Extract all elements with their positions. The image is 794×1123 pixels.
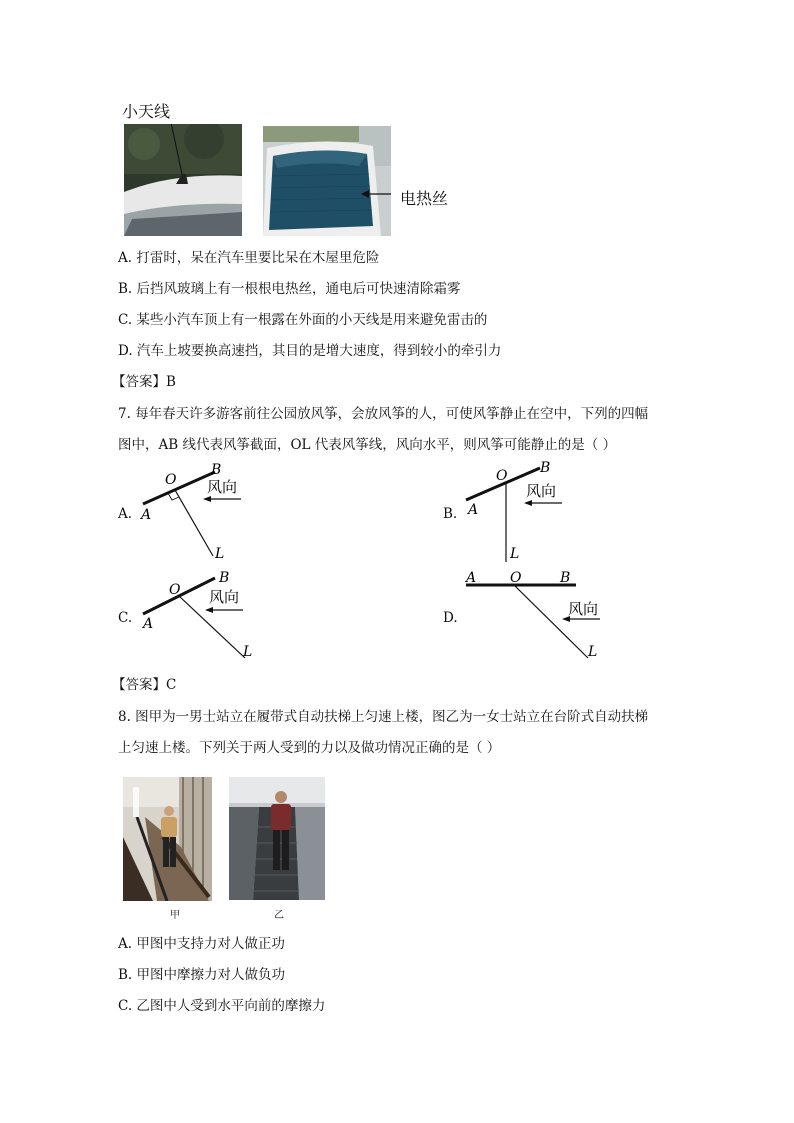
q7a-label-b: B <box>211 462 222 478</box>
q7-diagram-a <box>135 458 275 570</box>
q7b-label-l: L <box>510 546 520 562</box>
rear-window-heater-photo <box>263 126 391 236</box>
q7-diagram-c <box>135 566 275 666</box>
q8-option-c: C. 乙图中人受到水平向前的摩擦力 <box>118 998 326 1014</box>
q7d-wind-label: 风向 <box>568 600 599 618</box>
q7-diagram-d <box>460 566 610 666</box>
caption-jia: 甲 <box>170 910 180 921</box>
q7-stem-line2: 图中，AB 线代表风筝截面，OL 代表风筝线，风向水平，则风筝可能静止的是（ ） <box>118 437 617 453</box>
antenna-label: 小天线 <box>122 102 171 121</box>
q7-stem-line1: 7. 每年春天许多游客前往公园放风筝，会放风筝的人，可使风筝静止在空中，下列的四幅 <box>118 406 649 422</box>
q6-option-c: C. 某些小汽车顶上有一根露在外面的小天线是用来避免雷击的 <box>118 312 488 328</box>
step-escalator-photo <box>229 777 325 900</box>
q7d-label-b: B <box>560 570 571 586</box>
q7-diagram-b <box>460 456 600 568</box>
q7d-label-l: L <box>588 644 598 660</box>
q7c-label-b: B <box>219 570 230 586</box>
caption-yi: 乙 <box>274 910 284 921</box>
q6-answer: 【答案】B <box>112 374 176 390</box>
q7d-label-a: A <box>466 570 477 586</box>
q7b-wind-label: 风向 <box>526 482 557 500</box>
q7-option-c-letter: C. <box>118 610 133 626</box>
q8-stem-line1: 8. 图甲为一男士站立在履带式自动扶梯上匀速上楼，图乙为一女士站立在台阶式自动扶梯 <box>118 709 649 725</box>
q7b-label-b: B <box>540 460 551 476</box>
q6-option-d: D. 汽车上坡要换高速挡，其目的是增大速度，得到较小的牵引力 <box>118 343 502 359</box>
q6-option-b: B. 后挡风玻璃上有一根根电热丝，通电后可快速清除霜雾 <box>118 281 461 297</box>
q6-option-a: A. 打雷时，呆在汽车里要比呆在木屋里危险 <box>118 250 380 266</box>
car-roof-antenna-photo <box>124 124 242 236</box>
q7-option-b-letter: B. <box>443 506 458 522</box>
q7c-label-l: L <box>243 644 253 660</box>
belt-escalator-photo <box>123 777 212 901</box>
q7-answer: 【答案】C <box>112 677 177 693</box>
q7a-label-a: A <box>141 507 152 523</box>
q7a-wind-label: 风向 <box>207 478 238 496</box>
q7d-label-o: O <box>510 570 522 586</box>
heater-label: 电热丝 <box>400 189 449 208</box>
q7-option-a-letter: A. <box>118 506 133 522</box>
q7a-label-o: O <box>165 472 177 488</box>
q7c-wind-label: 风向 <box>209 588 240 606</box>
q7-option-d-letter: D. <box>443 610 458 626</box>
q8-stem-line2: 上匀速上楼。下列关于两人受到的力以及做功情况正确的是（ ） <box>118 740 501 756</box>
q7a-label-l: L <box>215 546 225 562</box>
q8-option-b: B. 甲图中摩擦力对人做负功 <box>118 967 286 983</box>
q7b-label-a: A <box>468 502 479 518</box>
q8-option-a: A. 甲图中支持力对人做正功 <box>118 936 285 952</box>
q7b-label-o: O <box>496 468 508 484</box>
q7c-label-a: A <box>143 616 154 632</box>
q7c-label-o: O <box>169 582 181 598</box>
